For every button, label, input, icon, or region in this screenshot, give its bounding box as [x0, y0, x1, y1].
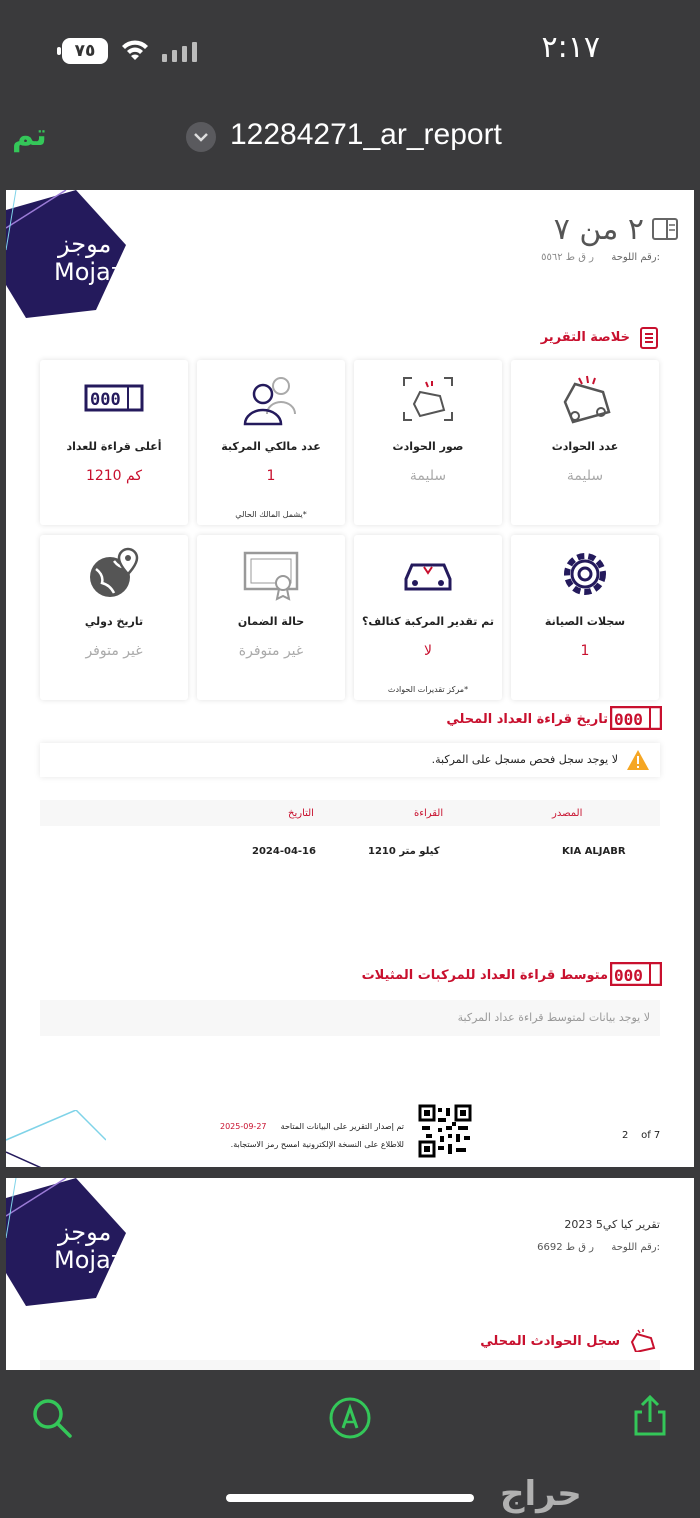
- plate-value: ر ق ط ٥٥٦٢: [541, 252, 594, 263]
- pages-icon: [652, 216, 678, 242]
- report-icon: [638, 326, 660, 350]
- card-value: غير متوفر: [85, 643, 143, 659]
- decorative-lines: [6, 1110, 106, 1167]
- report-title: تقرير كيا كي5 2023: [564, 1218, 660, 1231]
- card-value: غير متوفرة: [238, 643, 304, 659]
- section-box-cut: [40, 1360, 660, 1370]
- card-label: سجلات الصيانة: [544, 615, 626, 628]
- col-source: المصدر: [552, 808, 583, 819]
- warranty-certificate-icon: [241, 547, 301, 601]
- similar-vehicles-title: متوسط قراءة العداد للمركبات المثيلات: [361, 968, 608, 983]
- table-row-source: KIA ALJABR: [562, 846, 626, 857]
- globe-pin-icon: [84, 547, 144, 601]
- warning-icon: [626, 749, 650, 771]
- card-value: 1210 كم: [85, 468, 143, 484]
- card-owners-count: [197, 360, 345, 525]
- status-time: ٢:١٧: [541, 30, 600, 65]
- card-maintenance-records: [511, 535, 659, 700]
- card-label: تم تقدير المركبة كتالف؟: [362, 615, 494, 628]
- card-value: سليمة: [409, 468, 447, 484]
- cellular-signal-icon: [160, 40, 202, 62]
- logo-text-ar: موجز: [58, 1218, 112, 1246]
- search-icon[interactable]: [30, 1396, 74, 1440]
- table-row-date: 2024-04-16: [252, 846, 316, 857]
- odometer-red-icon: [610, 962, 662, 986]
- card-note: *مركز تقديرات الحوادث: [387, 685, 469, 694]
- document-title[interactable]: 12284271_ar_report: [230, 118, 502, 151]
- card-note: *يشمل المالك الحالي: [235, 510, 307, 519]
- odometer-history-title: تاريخ قراءة العداد المحلي: [446, 712, 608, 727]
- summary-title: خلاصة التقرير: [540, 330, 630, 345]
- title-menu-button[interactable]: [186, 122, 216, 152]
- report-page-2: [6, 1178, 694, 1370]
- odometer-icon: [84, 372, 144, 426]
- logo-text-ar: موجز: [58, 230, 112, 258]
- logo-text-en: Mojaz: [54, 258, 124, 286]
- card-value: لا: [424, 643, 432, 659]
- done-button[interactable]: تم: [12, 118, 47, 153]
- plate-value: ر ق ط 6692: [537, 1242, 594, 1253]
- card-label: عدد الحوادث: [551, 440, 619, 453]
- card-value: 1: [580, 643, 590, 659]
- status-bar: [0, 0, 700, 100]
- owners-icon: [241, 372, 301, 426]
- plate-label: رقم اللوحة:: [611, 1242, 660, 1253]
- svg-text:000: 000: [614, 966, 643, 985]
- odometer-red-icon: [610, 706, 662, 730]
- col-reading: القراءة: [414, 808, 444, 819]
- alert-text: لا يوجد سجل فحص مسجل على المركبة.: [431, 753, 618, 766]
- home-indicator[interactable]: [226, 1494, 474, 1502]
- card-label: تاريخ دولي: [84, 615, 144, 628]
- svg-text:000: 000: [90, 390, 121, 410]
- report-page-1: [6, 190, 694, 1167]
- card-label: صور الحوادث: [392, 440, 464, 453]
- page-counter: ٢ من ٧: [553, 212, 644, 247]
- gear-icon: [555, 547, 615, 601]
- plate-label: رقم اللوحة:: [611, 252, 660, 263]
- no-inspection-alert: [40, 743, 660, 777]
- chevron-down-icon: [186, 122, 216, 152]
- card-warranty-status: [197, 535, 345, 700]
- card-highest-odometer: [40, 360, 188, 525]
- card-value: 1: [266, 468, 276, 484]
- col-date: التاريخ: [288, 808, 314, 819]
- card-label: حالة الضمان: [237, 615, 305, 628]
- local-accidents-title: سجل الحوادث المحلي: [480, 1334, 620, 1349]
- qr-code[interactable]: [418, 1104, 472, 1158]
- card-international-history: [40, 535, 188, 700]
- logo-text-en: Mojaz: [54, 1246, 124, 1274]
- car-crash-red-icon: [628, 1328, 656, 1352]
- battery-indicator: ٧٥: [62, 38, 108, 64]
- svg-text:000: 000: [614, 710, 643, 729]
- no-data-box: [40, 1000, 660, 1036]
- footer-date: 2025-09-27: [220, 1122, 267, 1131]
- accident-photos-icon: [398, 372, 458, 426]
- card-label: عدد مالكي المركبة: [221, 440, 321, 453]
- footer-page-number: 2 of 7: [622, 1130, 661, 1141]
- card-total-loss: [354, 535, 502, 700]
- card-accident-photos: [354, 360, 502, 525]
- footer-issued-label: تم إصدار التقرير على البيانات المتاحة: [280, 1122, 404, 1131]
- footer-scan-note: للاطلاع على النسخة الإلكترونية امسح رمز الاستجابة.: [230, 1140, 404, 1149]
- car-crash-icon: [555, 372, 615, 426]
- table-row-reading: 1210 كيلو متر: [368, 846, 440, 857]
- card-label: أعلى قراءة للعداد: [66, 440, 162, 453]
- markup-pen-icon[interactable]: [328, 1396, 372, 1440]
- share-icon[interactable]: [628, 1394, 672, 1438]
- damaged-car-icon: [398, 547, 458, 601]
- haraj-watermark: حراج: [500, 1474, 582, 1514]
- card-accidents-count: [511, 360, 659, 525]
- card-value: سليمة: [566, 468, 604, 484]
- odometer-table-header: [40, 800, 660, 826]
- wifi-icon: [120, 38, 150, 64]
- no-data-text: لا يوجد بيانات لمتوسط قراءة عداد المركبة: [457, 1011, 650, 1024]
